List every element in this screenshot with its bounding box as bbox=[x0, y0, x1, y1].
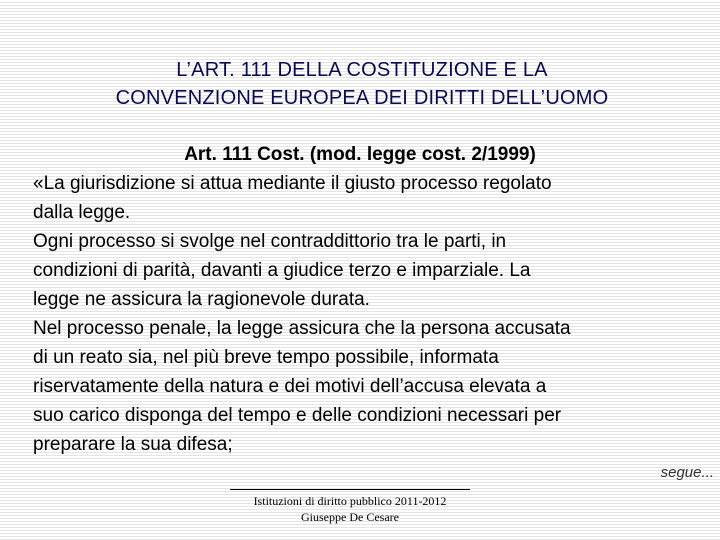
body-line: Ogni processo si svolge nel contraddittorio tra le parti, in bbox=[33, 231, 507, 252]
slide-title-line-2: CONVENZIONE EUROPEA DEI DIRITTI DELL’UOMO bbox=[115, 87, 609, 109]
body-line: condizioni di parità, davanti a giudice terzo e imparziale. La bbox=[33, 260, 531, 281]
slide-title-line-1: L’ART. 111 DELLA COSTITUZIONE E LA bbox=[176, 59, 548, 81]
body-line: «La giurisdizione si attua mediante il giusto processo regolato bbox=[33, 173, 552, 194]
slide-title bbox=[40, 56, 684, 112]
footer-course: Istituzioni di diritto pubblico 2011-2012 bbox=[253, 494, 447, 508]
slide-footer bbox=[200, 493, 500, 525]
body-line: di un reato sia, nel più breve tempo possibile, informata bbox=[33, 347, 499, 368]
continued-note: segue... bbox=[660, 464, 714, 481]
footer-author: Giuseppe De Cesare bbox=[301, 510, 399, 524]
body-line: suo carico disponga del tempo e delle condizioni necessari per bbox=[33, 405, 562, 426]
slide-body bbox=[33, 140, 717, 459]
body-line: dalla legge. bbox=[33, 202, 131, 223]
body-line: Nel processo penale, la legge assicura che la persona accusata bbox=[33, 318, 571, 339]
body-line: legge ne assicura la ragionevole durata. bbox=[33, 289, 370, 310]
footer-divider bbox=[230, 489, 470, 490]
article-heading: Art. 111 Cost. (mod. legge cost. 2/1999) bbox=[184, 144, 536, 165]
body-line: riservatamente della natura e dei motivi dell’accusa elevata a bbox=[33, 376, 547, 397]
body-line: preparare la sua difesa; bbox=[33, 434, 233, 455]
